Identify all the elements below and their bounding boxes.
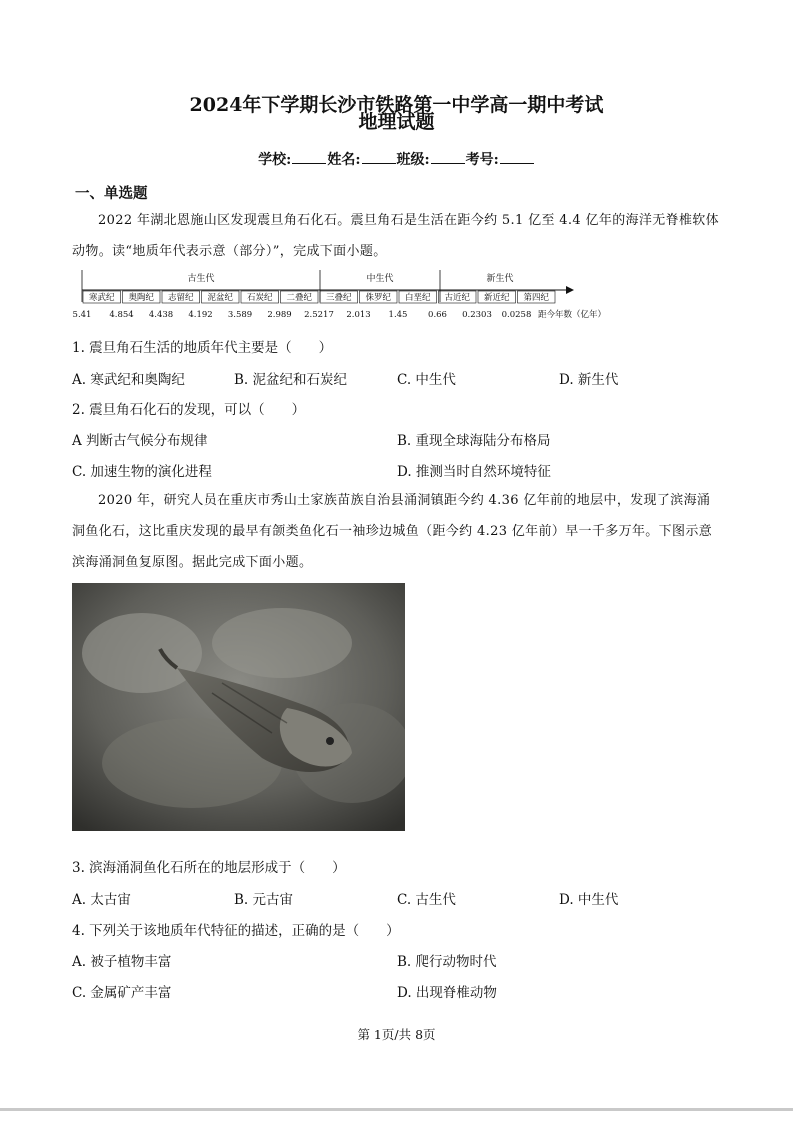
boundary-value-label: 1.45 <box>388 310 408 320</box>
period-label: 古近纪 <box>444 293 471 303</box>
boundary-value-label: 4.192 <box>188 310 213 320</box>
boundary-value-label: 0.2303 <box>462 310 492 320</box>
q3-option-a[interactable]: A. 太古宙 <box>72 892 131 908</box>
q4-option-c[interactable]: C. 金属矿产丰富 <box>72 985 172 1001</box>
question-4: 4. 下列关于该地质年代特征的描述，正确的是（ ） <box>72 923 400 939</box>
number-blank <box>500 151 534 164</box>
name-blank <box>362 151 396 164</box>
q3-option-d[interactable]: D. 中生代 <box>559 892 619 908</box>
class-label: 班级: <box>396 152 430 168</box>
period-label: 二叠纪 <box>286 293 313 303</box>
class-blank <box>431 151 465 164</box>
q2-option-c[interactable]: C. 加速生物的演化进程 <box>72 464 212 480</box>
era-label: 古生代 <box>187 274 215 284</box>
scan-edge <box>0 1108 793 1111</box>
period-label: 志留纪 <box>167 293 194 303</box>
period-label: 第四纪 <box>523 293 550 303</box>
boundary-value-label: 4.438 <box>148 310 174 320</box>
boundary-value-label: 5.41 <box>72 310 92 320</box>
q2-option-b[interactable]: B. 重现全球海陆分布格局 <box>397 433 551 449</box>
q1-option-b[interactable]: B. 泥盆纪和石炭纪 <box>234 372 348 388</box>
q2-option-d[interactable]: D. 推测当时自然环境特征 <box>397 464 551 480</box>
era-label: 中生代 <box>366 274 394 284</box>
passage-1: 2022 年湖北恩施山区发现震旦角石化石。震旦角石是生活在距今约 5.1 亿至 4.4 亿年的海洋无脊椎软体动物。读“地质年代表示意（部分）”，完成下面小题。 <box>72 213 719 259</box>
period-label: 寒武纪 <box>88 293 115 303</box>
question-1: 1. 震旦角石生活的地质年代主要是（ ） <box>72 340 333 356</box>
q4-option-a[interactable]: A. 被子植物丰富 <box>72 954 172 970</box>
q3-option-c[interactable]: C. 古生代 <box>397 892 456 908</box>
exam-title: 2024年下学期长沙市铁路第一中学高一期中考试 <box>189 94 604 116</box>
student-info-line <box>0 149 793 169</box>
timeline-axis-label: 距今年数（亿年） <box>538 310 607 320</box>
question-3: 3. 滨海涌洞鱼化石所在的地层形成于（ ） <box>72 860 346 876</box>
period-label: 侏罗纪 <box>365 293 392 303</box>
fish-reconstruction-image <box>72 583 405 831</box>
period-label: 新近纪 <box>483 293 510 303</box>
period-label: 三叠纪 <box>325 293 352 303</box>
page-footer: 第 1页/共 8页 <box>357 1027 436 1042</box>
passage-2: 2020 年，研究人员在重庆市秀山土家族苗族自治县涌洞镇距今约 4.36 亿年前的地层中，发现了滨海涌洞鱼化石，这比重庆发现的最早有颌类鱼化石一袖珍边城鱼（距今约 4.23 亿年前）早一千多万年。下图示意滨海涌洞鱼复原图。据此完成下面小题。 <box>72 493 713 570</box>
q1-option-c[interactable]: C. 中生代 <box>397 372 456 388</box>
boundary-value-label: 3.589 <box>227 310 253 320</box>
boundary-value-label: 0.66 <box>428 310 447 320</box>
boundary-value-label: 4.854 <box>109 310 134 320</box>
q4-option-b[interactable]: B. 爬行动物时代 <box>397 954 497 970</box>
number-label: 考号: <box>465 152 499 168</box>
period-label: 石炭纪 <box>246 293 273 303</box>
period-label: 白垩纪 <box>404 293 431 303</box>
name-label: 姓名: <box>327 152 361 168</box>
q2-option-a[interactable]: A 判断古气候分布规律 <box>72 433 208 449</box>
boundary-value-label: 0.0258 <box>501 310 532 320</box>
geologic-timeline <box>70 266 630 328</box>
boundary-value-label: 2.013 <box>346 310 371 320</box>
boundary-value-label: 2.989 <box>267 310 292 320</box>
q3-option-b[interactable]: B. 元古宙 <box>234 892 294 908</box>
section-heading: 一、单选题 <box>75 185 148 202</box>
q4-option-d[interactable]: D. 出现脊椎动物 <box>397 985 497 1001</box>
q1-option-d[interactable]: D. 新生代 <box>559 372 619 388</box>
question-2: 2. 震旦角石化石的发现，可以（ ） <box>72 402 306 418</box>
exam-subject: 地理试题 <box>358 111 435 133</box>
school-blank <box>292 151 326 164</box>
school-label: 学校: <box>258 152 292 168</box>
boundary-value-label: 2.5217 <box>304 310 334 320</box>
era-label: 新生代 <box>486 274 514 284</box>
q1-option-a[interactable]: A. 寒武纪和奥陶纪 <box>72 372 185 388</box>
period-label: 泥盆纪 <box>207 293 234 303</box>
period-label: 奥陶纪 <box>128 293 155 303</box>
